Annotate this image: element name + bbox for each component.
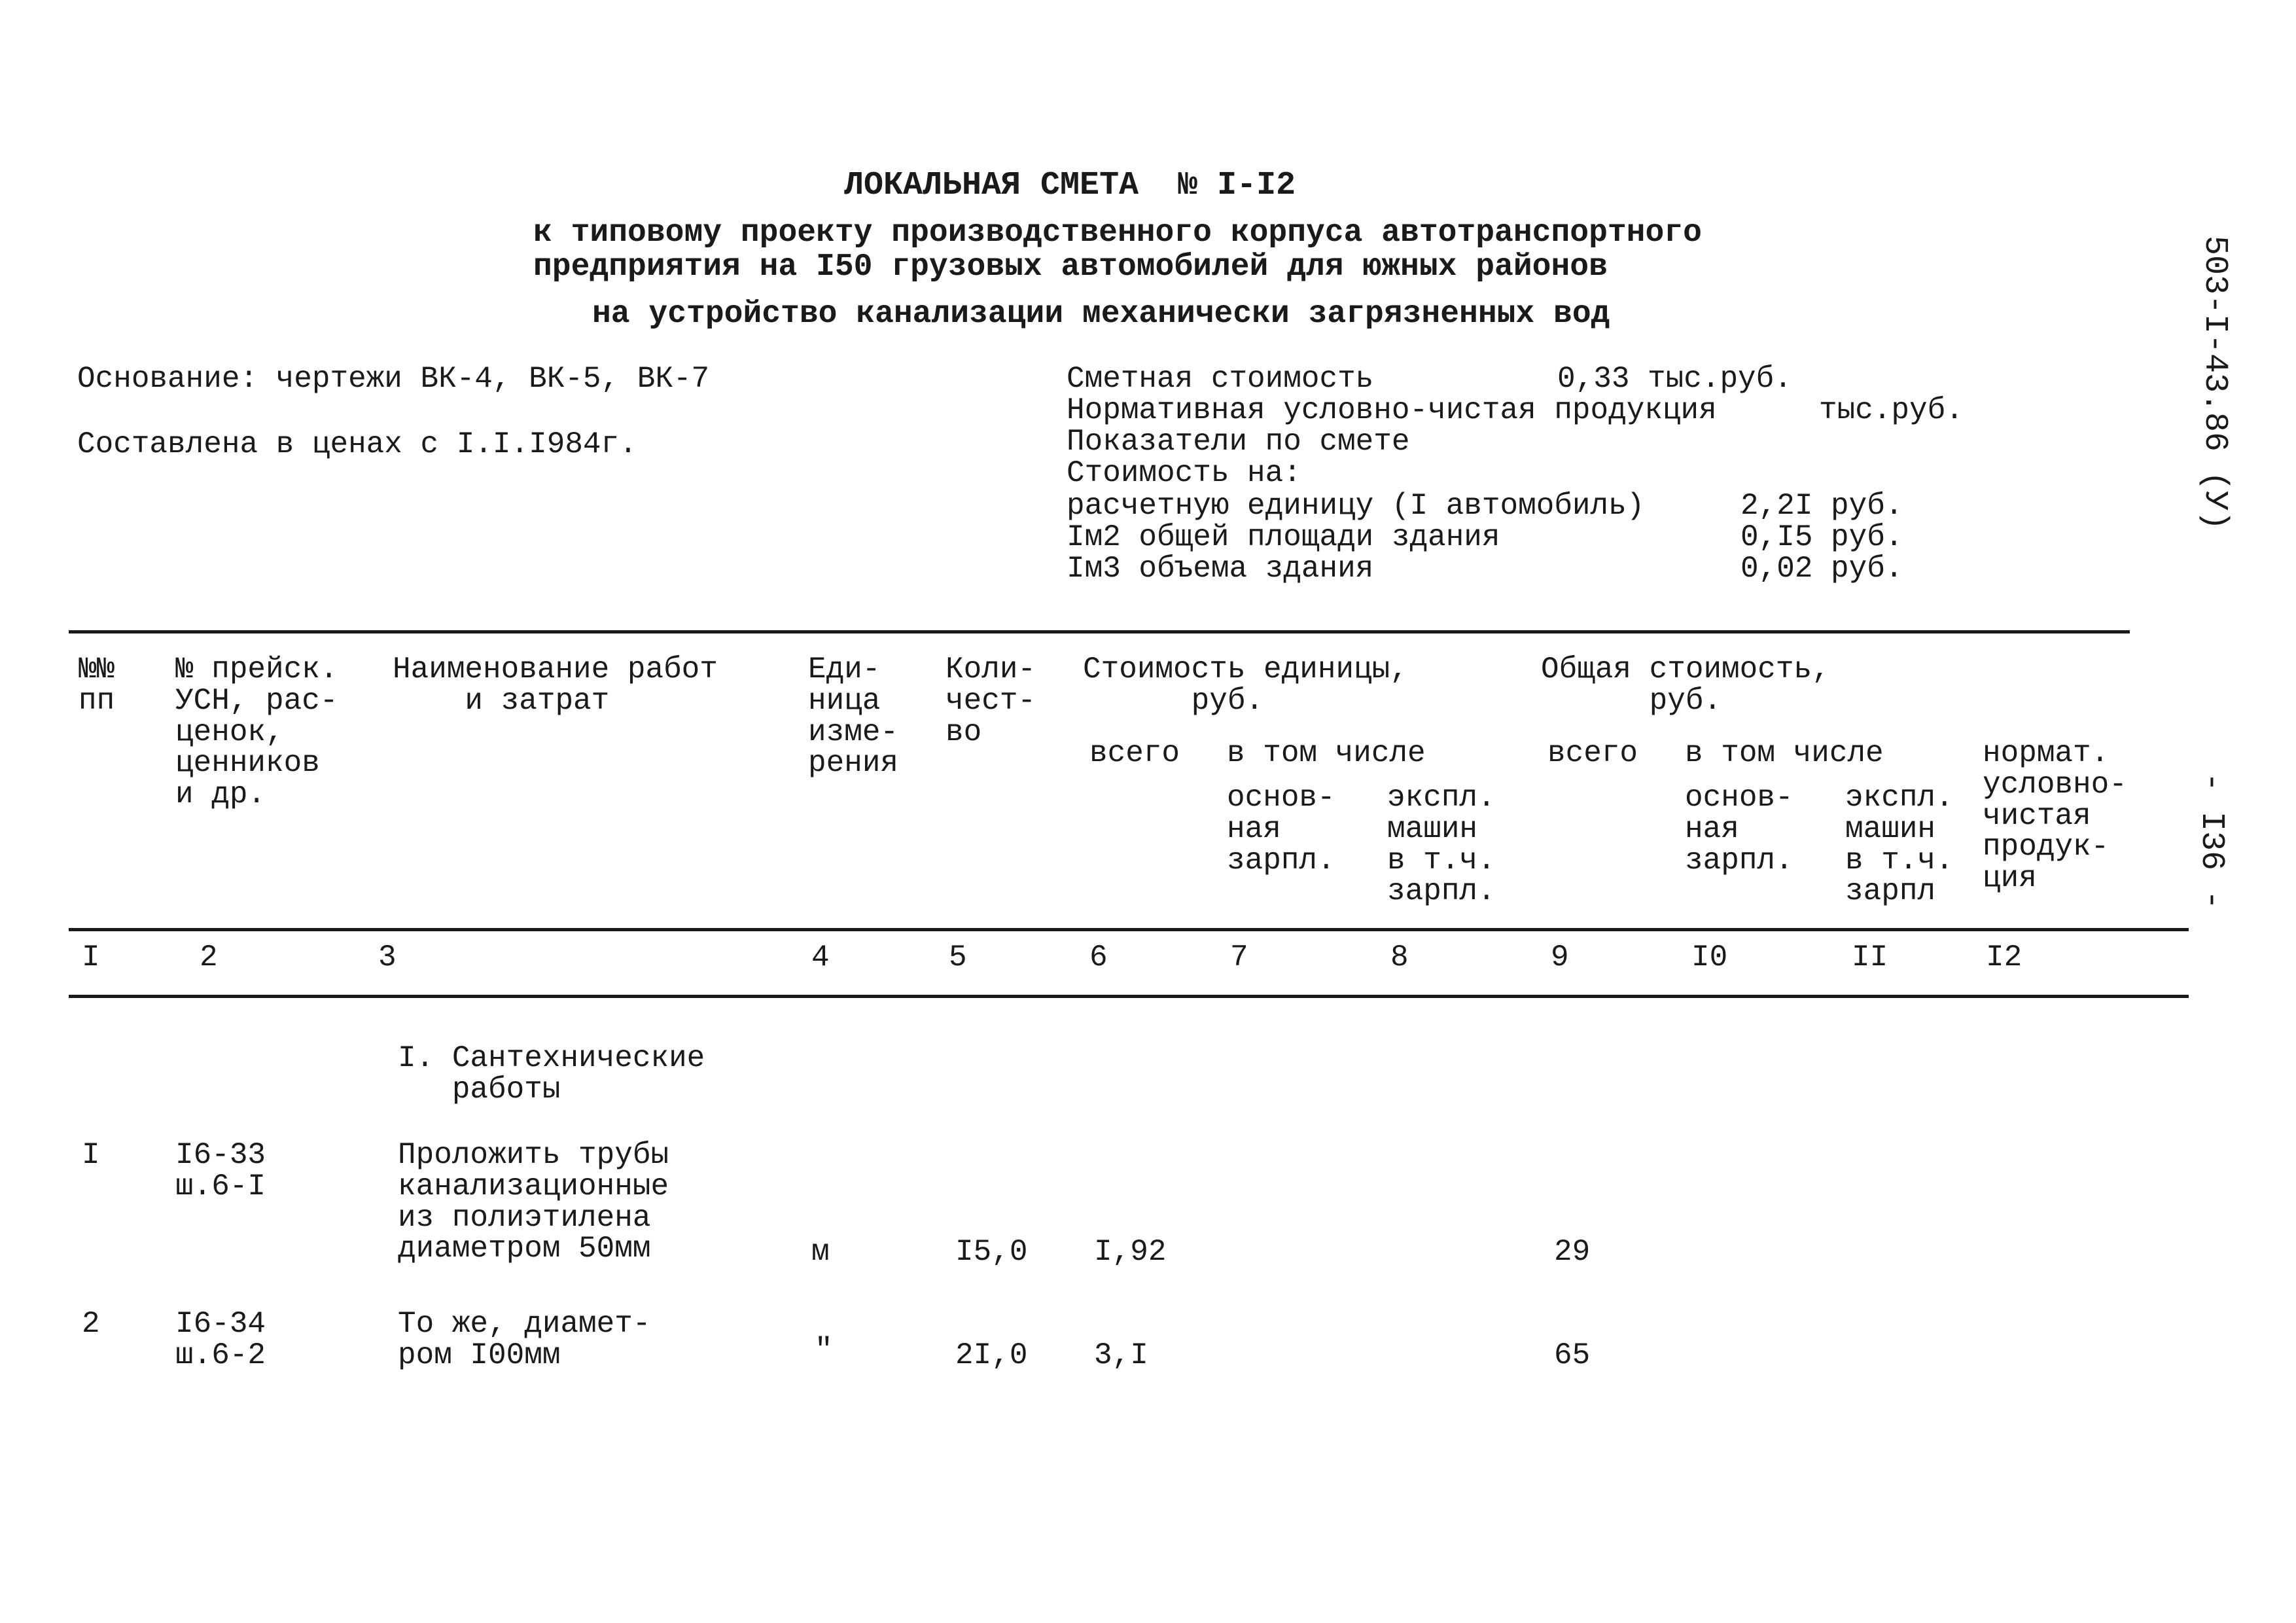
side-document-code: 503-I-43.86 (У)	[2196, 236, 2233, 531]
column-number: II	[1852, 940, 1888, 974]
header-total-cost: Общая стоимость, руб.	[1541, 652, 1830, 718]
header-bottom-rule	[69, 928, 2189, 931]
row-unit-total: 3,I	[1094, 1338, 1148, 1372]
subtitle-line-2: предприятия на I50 грузовых автомобилей для южных районов	[533, 249, 1608, 285]
row-unit: "	[815, 1333, 833, 1367]
row-code: I6-33 ш.6-I	[175, 1138, 266, 1204]
per-m3-value: 0,02 руб.	[1740, 552, 1903, 586]
column-number: 6	[1089, 940, 1108, 974]
subtitle-line-3: на устройство канализации механически загрязненных вод	[592, 296, 1610, 332]
prices-line: Составлена в ценах с I.I.I984г.	[77, 427, 637, 461]
row-number: 2	[82, 1307, 100, 1341]
row-total: 29	[1554, 1235, 1591, 1269]
column-number: 3	[378, 940, 397, 974]
side-page-number: - I36 -	[2193, 772, 2230, 910]
subtitle-line-1: к типовому проекту производственного корпуса автотранспортного	[533, 215, 1702, 251]
per-unit-label: расчетную единицу (I автомобиль)	[1067, 489, 1645, 523]
column-number: 2	[200, 940, 218, 974]
row-total: 65	[1554, 1338, 1591, 1372]
row-quantity: 2I,0	[955, 1338, 1028, 1372]
header-unit-total: всего	[1089, 736, 1180, 770]
header-total-wage: основ- ная зарпл.	[1685, 781, 1793, 878]
estimate-cost-label: Сметная стоимость	[1067, 362, 1374, 396]
header-quantity: Коли- чест- во	[945, 652, 1036, 749]
per-m2-label: Iм2 общей площади здания	[1067, 520, 1500, 554]
column-number: 7	[1230, 940, 1248, 974]
column-number: 4	[811, 940, 830, 974]
header-total-machines: экспл. машин в т.ч. зарпл	[1845, 781, 1954, 909]
per-m2-value: 0,I5 руб.	[1740, 520, 1903, 554]
section-heading: I. Сантехнические работы	[398, 1041, 705, 1107]
header-grand-total: всего	[1547, 736, 1638, 770]
row-name: То же, диамет- ром I00мм	[398, 1307, 651, 1372]
basis-line: Основание: чертежи ВК-4, ВК-5, ВК-7	[77, 362, 710, 396]
header-work-name: Наименование работ и затрат	[393, 652, 718, 718]
estimate-cost-value: 0,33 тыс.руб.	[1557, 362, 1792, 396]
header-unit-wage: основ- ная зарпл.	[1227, 781, 1335, 878]
header-price-code: № прейск. УСН, рас- ценок, ценников и др.	[175, 652, 338, 812]
header-norm-product: нормат. условно- чистая продук- ция	[1983, 736, 2127, 896]
norm-product-value: тыс.руб.	[1819, 393, 1964, 427]
column-number: 9	[1551, 940, 1569, 974]
column-number: 8	[1390, 940, 1409, 974]
row-number: I	[82, 1138, 100, 1172]
norm-product-label: Нормативная условно-чистая продукция	[1067, 393, 1717, 427]
row-name: Проложить трубы канализационные из полиэтилена диаметром 50мм	[398, 1138, 669, 1266]
header-unit-machines: экспл. машин в т.ч. зарпл.	[1387, 781, 1496, 909]
header-total-incl: в том числе	[1685, 736, 1884, 770]
per-m3-label: Iм3 объема здания	[1067, 552, 1374, 586]
header-unit: Еди- ница изме- рения	[808, 652, 899, 781]
table-top-rule	[69, 630, 2130, 633]
row-code: I6-34 ш.6-2	[175, 1307, 266, 1372]
header-unit-incl: в том числе	[1227, 736, 1426, 770]
cost-for-label: Стоимость на:	[1067, 456, 1301, 490]
row-unit: м	[811, 1235, 830, 1269]
column-number: I2	[1986, 940, 2022, 974]
header-unit-cost: Стоимость единицы, руб.	[1083, 652, 1408, 718]
column-number-rule	[69, 995, 2189, 998]
column-number: 5	[949, 940, 967, 974]
column-number: I0	[1691, 940, 1728, 974]
document-title: ЛОКАЛЬНАЯ СМЕТА № I-I2	[844, 167, 1296, 204]
header-row-number: №№ пп	[79, 652, 115, 718]
column-number: I	[82, 940, 100, 974]
indicators-label: Показатели по смете	[1067, 425, 1410, 459]
row-quantity: I5,0	[955, 1235, 1028, 1269]
per-unit-value: 2,2I руб.	[1740, 489, 1903, 523]
row-unit-total: I,92	[1094, 1235, 1167, 1269]
